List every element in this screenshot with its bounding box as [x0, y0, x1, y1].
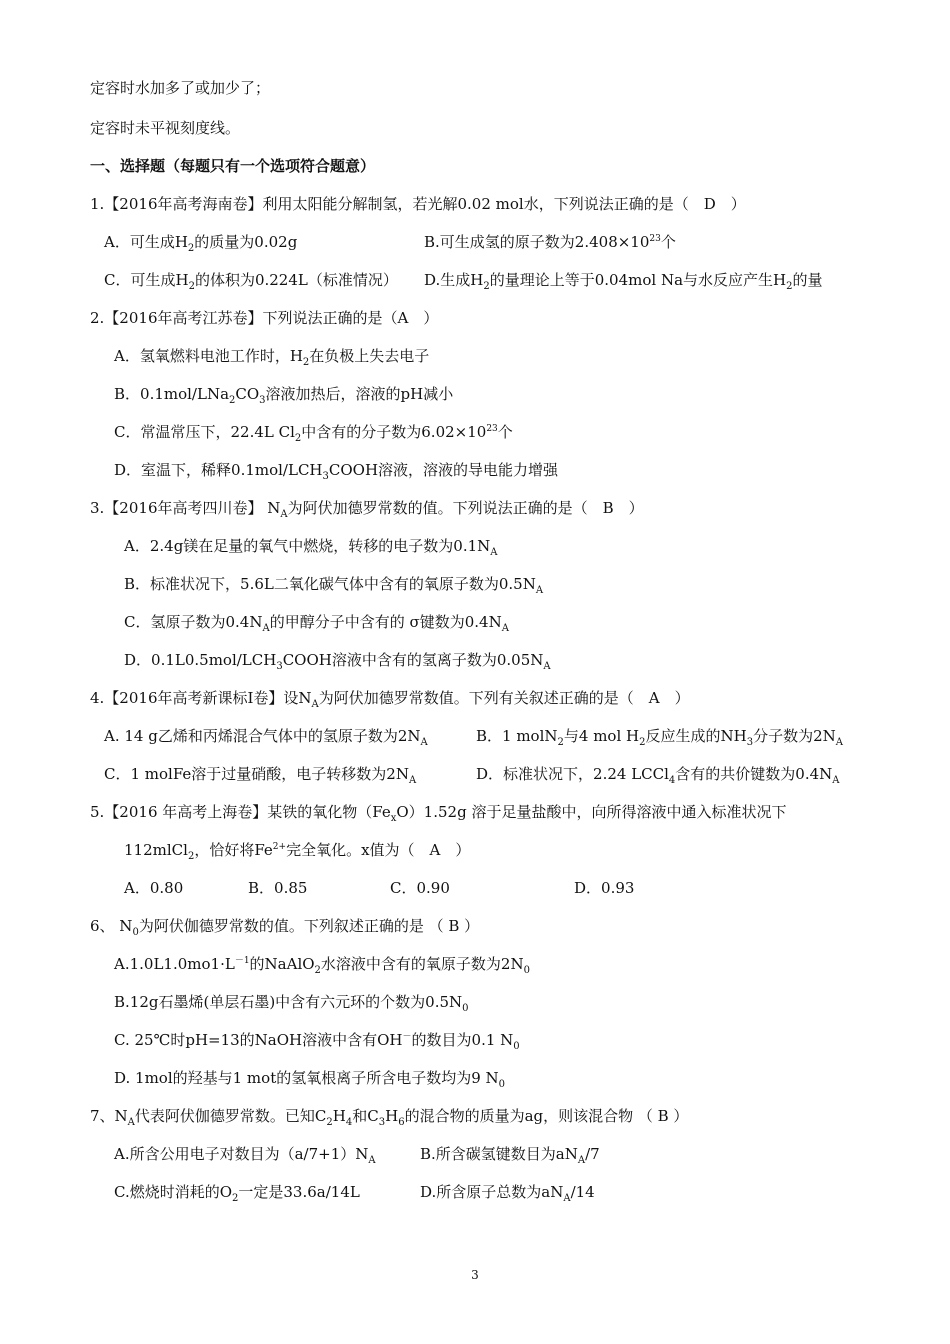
question-3-option-d: D．$0.1L0.5mol/LCH_3COOH$溶液中含有的氢离子数为$0.05N_A$ — [124, 651, 551, 672]
question-1-option-a: A．可生成$H_2$的质量为0.02g — [104, 233, 298, 254]
question-6-option-d: D. 1mol的羟基与1 mot的氢氧根离子所含电子数均为9 $N_0$ — [114, 1069, 506, 1090]
question-4-stem: 4.【2016年高考新课标Ⅰ卷】设$N_A$为阿伏加德罗常数值。下列有关叙述正确的是（ A ） — [90, 689, 690, 710]
question-4-option-c: C．1 molFe溶于过量硝酸，电子转移数为$2N_A$ — [104, 765, 417, 786]
question-5-option-b: B．0.85 — [248, 879, 308, 897]
question-4-option-a: A. 14 g乙烯和丙烯混合气体中的氢原子数为$2N_A$ — [104, 727, 428, 748]
question-3-stem: 3.【2016年高考四川卷】 $N_A$为阿伏加德罗常数的值。下列说法正确的是（ B ） — [90, 499, 644, 520]
question-3-option-a: A．2.4g镁在足量的氧气中燃烧，转移的电子数为$0.1N_A$ — [124, 537, 498, 558]
intro-line-1: 定容时水加多了或加少了； — [90, 79, 271, 97]
question-3-option-b: B．标准状况下，5.6L二氧化碳气体中含有的氧原子数为$0.5N_A$ — [124, 575, 544, 596]
question-6-option-c: C. 25℃时pH=13的NaOH溶液中含有OH－的数目为0.1 $N_0$ — [114, 1031, 520, 1052]
page-number: 3 — [471, 1268, 479, 1282]
question-7-stem: 7、$N_A$代表阿伏伽德罗常数。已知$C_2H_4$和$C_3H_6$的混合物的质量为ag，则该混合物 （ B ） — [90, 1107, 689, 1128]
question-3-option-c: C．氢原子数为$0.4N_A$的甲醇分子中含有的 σ键数为$0.4N_A$ — [124, 613, 509, 634]
question-6-option-b: B.12g石墨烯(单层石墨)中含有六元环的个数为$0.5N_0$ — [114, 993, 469, 1014]
question-2-option-c: C．常温常压下，22.4L $Cl_2$中含有的分子数为$6.02\times 10^{23}$个 — [114, 423, 513, 444]
question-5-option-a: A．0.80 — [124, 879, 184, 897]
question-2-option-d: D．室温下，稀释$0.1mol/LCH_3COOH$溶液，溶液的导电能力增强 — [114, 461, 559, 482]
question-5-option-c: C．0.90 — [390, 879, 450, 897]
question-1-option-b: B.可生成氢的原子数为$2.408\times 10^{23}$个 — [424, 233, 676, 251]
intro-line-2: 定容时未平视刻度线。 — [90, 119, 241, 137]
question-2-stem: 2.【2016年高考江苏卷】下列说法正确的是（A ） — [90, 309, 439, 327]
question-5-option-d: D．0.93 — [574, 879, 635, 897]
question-2-option-a: A．氢氧燃料电池工作时，$H_2$在负极上失去电子 — [114, 347, 430, 368]
question-6-option-a: $A.1.0L1.0mo1\cdot L^{-1}$的NaAlO$_2$水溶液中含有的氧原子数为$2N_0$ — [114, 955, 530, 976]
section-title: 一、选择题（每题只有一个选项符合题意） — [90, 157, 376, 175]
question-5-stem: 5.【2016 年高考上海卷】某铁的氧化物$(Fe_xO)1.52g$ 溶于足量盐酸中，向所得溶液中通入标准状况下 — [90, 803, 787, 824]
question-6-stem: 6、 $N_0$为阿伏伽德罗常数的值。下列叙述正确的是 （ B ） — [90, 917, 480, 938]
question-2-option-b: B．$0.1mol/LNa_2CO_3$溶液加热后，溶液的pH减小 — [114, 385, 454, 406]
question-1-stem: 1.【2016年高考海南卷】利用太阳能分解制氢，若光解0.02 mol水，下列说法正确的是（ D ） — [90, 195, 746, 213]
question-5-stem-line-2: 112mlCl$_2$，恰好将$Fe^{2+}$完全氧化。x值为（ A ） — [124, 841, 471, 862]
question-7-option-d: D.所含原子总数为$aN_A/14$ — [420, 1183, 595, 1204]
question-1-option-c: C．可生成$H_2$的体积为0.224L（标准情况） — [104, 271, 398, 292]
question-7-option-c: C.燃烧时消耗的$O_2$一定是33.6a/14L — [114, 1183, 360, 1204]
question-7-option-a: A.所含公用电子对数目为$(a/7+1)N_A$ — [114, 1145, 376, 1166]
question-7-option-b: B.所含碳氢键数目为$aN_A/7$ — [420, 1145, 600, 1166]
question-1-option-d: D.生成$H_2$的量理论上等于0.04mol Na与水反应产生$H_2$的量 — [424, 271, 823, 292]
question-4-option-b: B．1 molN$_2$与4 mol $H_2$反应生成的$NH_3$分子数为$2N_A$ — [476, 727, 843, 748]
question-4-option-d: D．标准状况下，2.24 LCCl$_4$含有的共价键数为$0.4N_A$ — [476, 765, 840, 786]
